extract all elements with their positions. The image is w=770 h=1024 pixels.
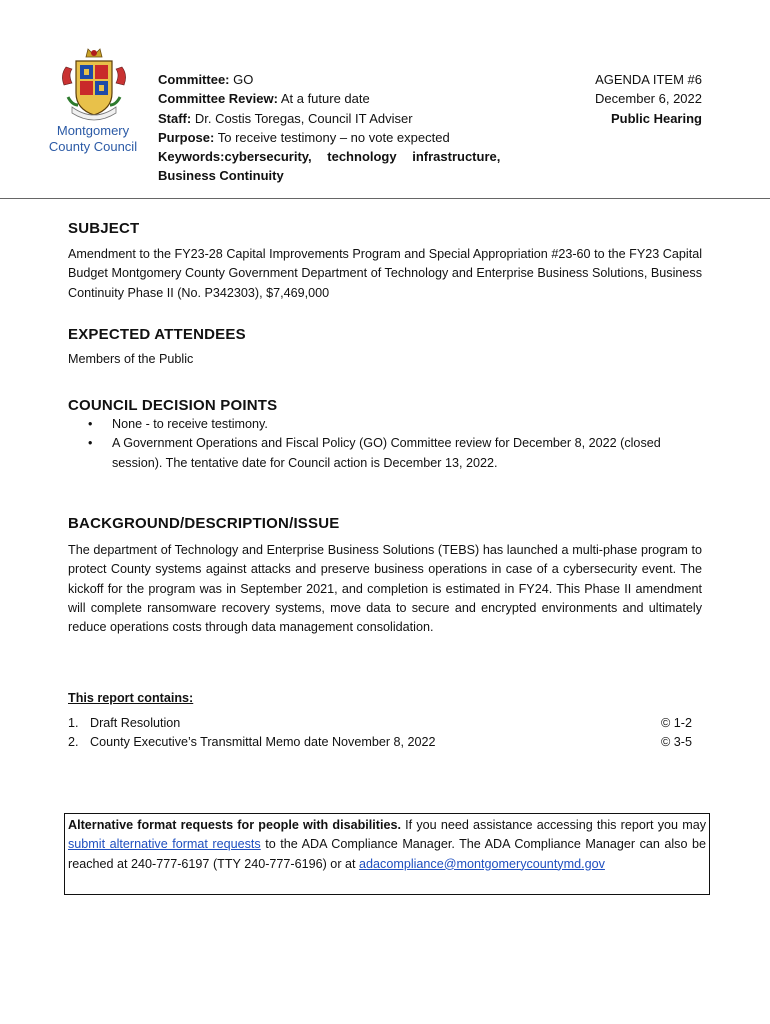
committee-value: GO [233, 72, 254, 87]
review-value: At a future date [280, 91, 370, 107]
decision-points-list [68, 415, 702, 473]
list-item [68, 434, 702, 473]
agenda-block [595, 70, 702, 128]
item-number: 2. [68, 735, 79, 750]
purpose-label: Purpose: [158, 129, 215, 145]
ada-email-link[interactable]: adacompliance@montgomerycountymd.gov [359, 856, 605, 871]
item-text: Draft Resolution [90, 716, 181, 730]
bullet-icon: • [88, 436, 93, 451]
item-pages: © 1-2 [661, 716, 692, 730]
committee-meta [158, 70, 518, 186]
background-heading: BACKGROUND/DESCRIPTION/ISSUE [68, 515, 340, 532]
review-label: Committee Review: [158, 91, 278, 107]
item-pages: © 3-5 [661, 735, 692, 750]
list-item [68, 415, 702, 434]
county-seal-icon [58, 45, 130, 125]
attendees-section [68, 326, 702, 369]
agenda-date: December 6, 2022 [595, 91, 702, 107]
subject-text: Amendment to the FY23-28 Capital Improvements Program and Special Appropriation #23-60 to the FY23 Capital Budget Montgomery County Government Department of Technology and Enterprise Business Solutions, Business Continuity Phase II (No. P342303), $7,469,000 [68, 247, 702, 300]
attendees-heading: EXPECTED ATTENDEES [68, 326, 246, 343]
decision-point-text: None - to receive testimony. [112, 417, 268, 431]
item-text: County Executive’s Transmittal Memo date November 8, 2022 [90, 735, 436, 750]
decision-point-text: A Government Operations and Fiscal Policy (GO) Committee review for December 8, 2022 (closed session). The tentative date for Council action is December 13, 2022. [112, 436, 661, 470]
committee-label: Committee: [158, 72, 230, 87]
report-contains-title: This report contains: [68, 691, 194, 705]
background-text: The department of Technology and Enterprise Business Solutions (TEBS) has launched a multi-phase program to protect County systems against attacks and preserve business operations in case of a cybersecurity event. The kickoff for the program was in September 2021, and completion is estimated in FY24. This Phase II amendment will complete ransomware recovery systems, move data to secure and encrypted environments and ultimately reduce operations costs through data management consolidation. [68, 543, 702, 635]
bullet-icon: • [88, 417, 93, 431]
header-divider [0, 198, 770, 199]
report-contains-section [68, 691, 702, 753]
staff-line [158, 109, 518, 128]
decision-points-section [68, 397, 702, 473]
purpose-value: To receive testimony – no vote expected [217, 129, 450, 145]
agenda-hearing: Public Hearing [610, 110, 702, 126]
alt-format-notice [64, 813, 710, 895]
alt-format-text-before: If you need assistance accessing this report you may [405, 818, 707, 832]
alt-format-lead: Alternative format requests for people with disabilities. [68, 818, 401, 832]
keywords-line1: Keywords:cybersecurity, technology infrastructure, [158, 149, 501, 165]
review-line [158, 89, 518, 108]
agenda-item: AGENDA ITEM #6 [595, 72, 702, 87]
alt-format-request-link[interactable]: submit alternative format requests [68, 837, 261, 852]
purpose-line [158, 128, 518, 147]
background-section [68, 515, 702, 637]
council-name-line2: County Council [48, 139, 138, 154]
list-item [68, 733, 702, 752]
council-name [40, 123, 146, 155]
committee-line [158, 70, 518, 89]
subject-heading: SUBJECT [68, 220, 140, 237]
staff-value: Dr. Costis Toregas, Council IT Adviser [194, 110, 413, 126]
attendees-text: Members of the Public [68, 352, 194, 366]
decision-points-heading: COUNCIL DECISION POINTS [68, 397, 278, 414]
report-contains-list [68, 714, 702, 753]
list-item [68, 714, 702, 733]
alt-format-text-after: to the ADA Compliance Manager. The ADA Compliance Manager can also be reached at 240-777-6197 (TTY 240-777-6196) or at [68, 837, 707, 871]
council-name-line1: Montgomery [56, 123, 130, 138]
staff-label: Staff: [158, 110, 192, 126]
item-number: 1. [68, 716, 79, 730]
keywords-line2: Business Continuity [158, 168, 284, 184]
subject-section [68, 220, 702, 303]
